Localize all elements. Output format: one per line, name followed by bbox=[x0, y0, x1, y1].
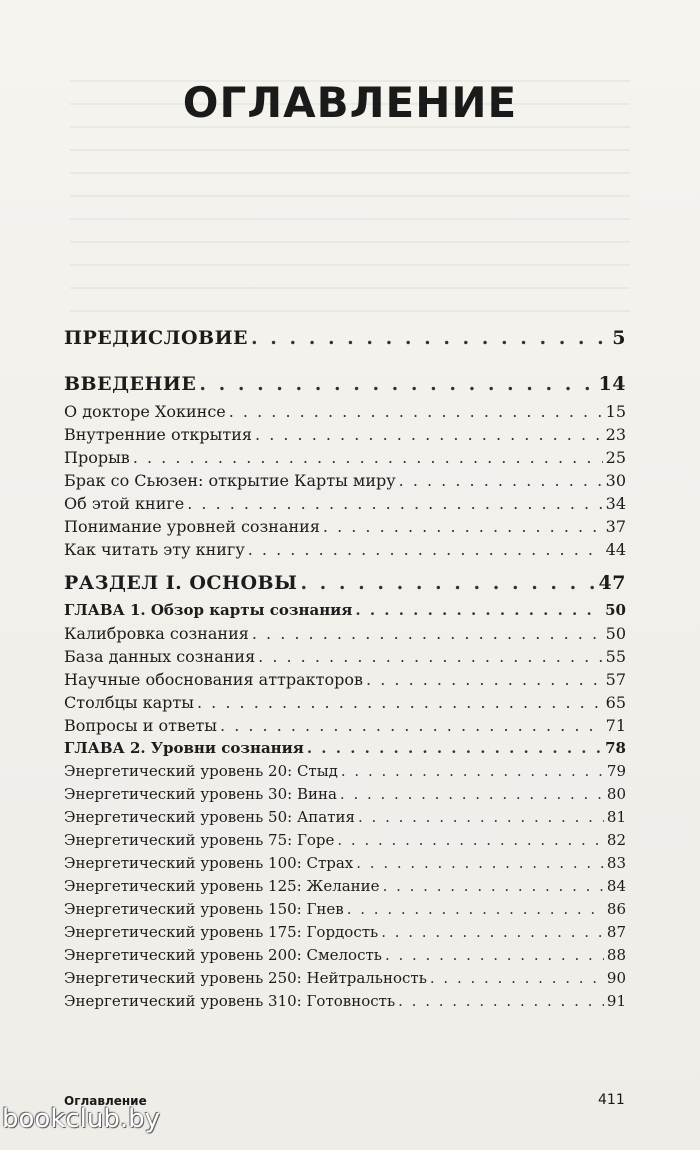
dot-leader bbox=[199, 368, 595, 400]
dot-leader bbox=[300, 567, 595, 599]
toc-page-number: 50 bbox=[605, 624, 626, 643]
dot-leader bbox=[399, 469, 603, 492]
dot-leader bbox=[430, 967, 604, 990]
toc-page-number: 88 bbox=[606, 946, 626, 964]
toc-entry bbox=[64, 875, 626, 898]
dot-leader bbox=[366, 668, 603, 691]
toc-label: Энергетический уровень 75: Горе bbox=[64, 831, 335, 849]
toc-entry bbox=[64, 515, 626, 538]
toc-label: Брак со Сьюзен: открытие Карты миру bbox=[64, 471, 396, 490]
dot-leader bbox=[358, 806, 604, 829]
toc-label: Энергетический уровень 250: Нейтральность bbox=[64, 969, 427, 987]
toc-entry bbox=[64, 760, 626, 783]
toc-label: Вопросы и ответы bbox=[64, 716, 218, 735]
dot-leader bbox=[248, 538, 603, 561]
toc-entry bbox=[64, 538, 626, 561]
dot-leader bbox=[337, 829, 604, 852]
toc-entry bbox=[64, 714, 626, 737]
toc-entry bbox=[64, 492, 626, 515]
toc-entry bbox=[64, 829, 626, 852]
toc-entry bbox=[64, 990, 626, 1013]
toc-page-number: 91 bbox=[606, 992, 626, 1010]
running-footer-label: Оглавление bbox=[64, 1094, 147, 1108]
toc-entry bbox=[64, 852, 626, 875]
toc-page-number: 83 bbox=[606, 854, 626, 872]
dot-leader bbox=[347, 898, 604, 921]
toc-entry bbox=[64, 967, 626, 990]
dot-leader bbox=[381, 921, 604, 944]
toc-page-number: 30 bbox=[605, 471, 626, 490]
toc-label: Как читать эту книгу bbox=[64, 540, 245, 559]
dot-leader bbox=[255, 423, 603, 446]
toc-label: База данных сознания bbox=[64, 647, 256, 666]
dot-leader bbox=[307, 737, 602, 760]
toc-page-number: 81 bbox=[606, 808, 626, 826]
toc-entry bbox=[64, 944, 626, 967]
dot-leader bbox=[258, 645, 602, 668]
toc-page-number: 44 bbox=[605, 540, 626, 559]
toc-page-number: 14 bbox=[598, 373, 626, 395]
watermark-logo: bookclub.by bbox=[2, 1104, 161, 1134]
toc-entry bbox=[64, 469, 626, 492]
toc-label: Понимание уровней сознания bbox=[64, 517, 320, 536]
toc-entry-introduction bbox=[64, 368, 626, 400]
toc-label: О докторе Хокинсе bbox=[64, 402, 226, 421]
toc-page-number: 80 bbox=[606, 785, 626, 803]
dot-leader bbox=[229, 400, 603, 423]
dot-leader bbox=[197, 691, 603, 714]
toc-entry bbox=[64, 921, 626, 944]
toc-label: ГЛАВА 2. Уровни сознания bbox=[64, 739, 304, 757]
table-of-contents bbox=[64, 322, 626, 1013]
toc-entry bbox=[64, 783, 626, 806]
dot-leader bbox=[340, 783, 604, 806]
toc-entry-chapter-2 bbox=[64, 737, 626, 760]
toc-page-number: 37 bbox=[605, 517, 626, 536]
toc-page-number: 23 bbox=[605, 425, 626, 444]
toc-label: РАЗДЕЛ I. ОСНОВЫ bbox=[64, 572, 298, 594]
dot-leader bbox=[356, 852, 604, 875]
toc-label: Прорыв bbox=[64, 448, 130, 467]
dot-leader bbox=[355, 599, 602, 622]
toc-entry bbox=[64, 806, 626, 829]
toc-entry bbox=[64, 400, 626, 423]
toc-label: Внутренние открытия bbox=[64, 425, 253, 444]
toc-page-number: 15 bbox=[605, 402, 626, 421]
toc-entry-preface bbox=[64, 322, 626, 354]
toc-entry bbox=[64, 898, 626, 921]
toc-page-number: 57 bbox=[605, 670, 626, 689]
toc-label: Энергетический уровень 175: Гордость bbox=[64, 923, 379, 941]
toc-page-number: 84 bbox=[606, 877, 626, 895]
toc-page-number: 86 bbox=[606, 900, 626, 918]
dot-leader bbox=[341, 760, 604, 783]
toc-page-number: 5 bbox=[612, 327, 626, 349]
dot-leader bbox=[323, 515, 603, 538]
toc-label: Энергетический уровень 20: Стыд bbox=[64, 762, 338, 780]
toc-label: Энергетический уровень 50: Апатия bbox=[64, 808, 355, 826]
toc-page-number: 90 bbox=[606, 969, 626, 987]
toc-page-number: 82 bbox=[606, 831, 626, 849]
dot-leader bbox=[383, 875, 604, 898]
toc-page-number: 65 bbox=[605, 693, 626, 712]
toc-entry-chapter-1 bbox=[64, 599, 626, 622]
dot-leader bbox=[385, 944, 604, 967]
dot-leader bbox=[398, 990, 604, 1013]
toc-entry bbox=[64, 645, 626, 668]
toc-label: Столбцы карты bbox=[64, 693, 194, 712]
toc-label: ПРЕДИСЛОВИЕ bbox=[64, 327, 249, 349]
dot-leader bbox=[251, 322, 609, 354]
toc-label: ГЛАВА 1. Обзор карты сознания bbox=[64, 601, 353, 619]
toc-page-number: 50 bbox=[605, 601, 626, 619]
page-title: ОГЛАВЛЕНИЕ bbox=[182, 78, 518, 127]
toc-label: Энергетический уровень 200: Смелость bbox=[64, 946, 382, 964]
toc-page-number: 79 bbox=[606, 762, 626, 780]
toc-page-number: 55 bbox=[605, 647, 626, 666]
toc-entry-section-1 bbox=[64, 567, 626, 599]
toc-page-number: 71 bbox=[605, 716, 626, 735]
toc-entry bbox=[64, 668, 626, 691]
toc-page-number: 47 bbox=[598, 572, 626, 594]
toc-page-number: 87 bbox=[606, 923, 626, 941]
toc-label: Энергетический уровень 100: Страх bbox=[64, 854, 354, 872]
dot-leader bbox=[220, 714, 603, 737]
toc-label: Энергетический уровень 125: Желание bbox=[64, 877, 380, 895]
toc-label: ВВЕДЕНИЕ bbox=[64, 373, 197, 395]
toc-entry bbox=[64, 423, 626, 446]
dot-leader bbox=[187, 492, 602, 515]
toc-page-number: 78 bbox=[605, 739, 626, 757]
toc-entry bbox=[64, 446, 626, 469]
toc-label: Об этой книге bbox=[64, 494, 185, 513]
toc-label: Научные обоснования аттракторов bbox=[64, 670, 364, 689]
toc-page-number: 34 bbox=[605, 494, 626, 513]
folio-page-number: 411 bbox=[598, 1092, 625, 1108]
toc-label: Энергетический уровень 150: Гнев bbox=[64, 900, 344, 918]
dot-leader bbox=[133, 446, 603, 469]
toc-entry bbox=[64, 691, 626, 714]
toc-label: Энергетический уровень 310: Готовность bbox=[64, 992, 396, 1010]
toc-entry bbox=[64, 622, 626, 645]
toc-page-number: 25 bbox=[605, 448, 626, 467]
toc-label: Калибровка сознания bbox=[64, 624, 249, 643]
dot-leader bbox=[252, 622, 603, 645]
toc-label: Энергетический уровень 30: Вина bbox=[64, 785, 337, 803]
